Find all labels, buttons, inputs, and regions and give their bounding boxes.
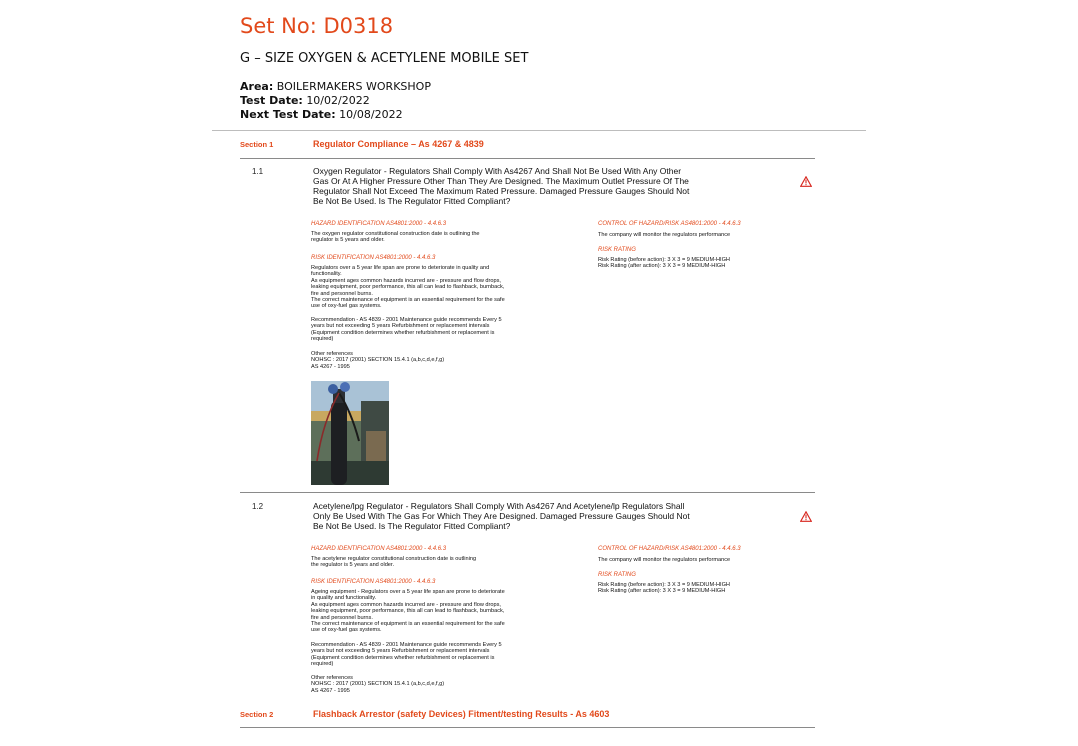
- item-1-1-other-references: Other references NOHSC : 2017 (2001) SECTION 15.4.1 (a,b,c,d,e,f,g) AS 4267 - 1995: [311, 351, 445, 370]
- item-1-1-recommendation: Recommendation - AS 4839 - 2001 Maintenance guide recommends Every 5 years but not exceeding 5 years Refurbishment or replacement intervals (Equipment condition determines whether refurbishment or replacement is required): [311, 317, 502, 343]
- item-1-1-question: Oxygen Regulator - Regulators Shall Comply With As4267 And Shall Not Be Used With Any Other Gas Or At A Higher Pressure Other Than They Are Designed. The Maximum Outlet Pressure Of The Regulator Shall Not Exceed The Maximum Rated Pressure. Damaged Pressure Gauges Should Not Be Not Be Used. Is The Regulator Fitted Compliant?: [313, 166, 690, 206]
- header-divider: [212, 130, 866, 131]
- section-1-title: Regulator Compliance – As 4267 & 4839: [313, 139, 484, 149]
- item-1-2-question: Acetylene/lpg Regulator - Regulators Shall Comply With As4267 And Acetylene/lp Regulators Shall Only Be Used With The Gas For Which They Are Designed. Damaged Pressure Gauges Should Not Be Not Be Used. Is The Regulator Fitted Compliant?: [313, 501, 690, 531]
- document-subtitle: G – SIZE OXYGEN & ACETYLENE MOBILE SET: [240, 51, 529, 66]
- area-line: [240, 80, 431, 93]
- item-1-1-divider: [240, 492, 815, 493]
- next-test-date-line: [240, 108, 403, 121]
- test-date-label: Test Date:: [240, 94, 303, 107]
- item-1-2-hazard-text: The acetylene regulator constitutional construction date is outlining the regulator is 5 years and older.: [311, 556, 477, 569]
- item-1-2-number: 1.2: [252, 502, 264, 511]
- next-test-date-label: Next Test Date:: [240, 108, 336, 121]
- section-2-divider: [240, 727, 815, 728]
- set-number-title: Set No: D0318: [240, 14, 394, 38]
- section-1-divider: [240, 158, 815, 159]
- next-test-date-value: 10/08/2022: [339, 108, 403, 121]
- item-1-2-other-references: Other references NOHSC : 2017 (2001) SECTION 15.4.1 (a,b,c,d,e,f,g) AS 4267 - 1995: [311, 675, 445, 694]
- item-1-2-rating-heading: RISK RATING: [598, 572, 636, 578]
- item-1-1-hazard-heading: HAZARD IDENTIFICATION AS4801:2000 - 4.4.6.3: [311, 221, 447, 227]
- item-1-1-number: 1.1: [252, 167, 264, 176]
- regulator-photo: [311, 381, 389, 485]
- section-2-title: Flashback Arrestor (safety Devices) Fitment/testing Results - As 4603: [313, 709, 610, 719]
- item-1-1-risk-heading: RISK IDENTIFICATION AS4801:2000 - 4.4.6.3: [311, 255, 436, 261]
- section-2-number: Section 2: [240, 710, 274, 719]
- area-value: BOILERMAKERS WORKSHOP: [276, 80, 431, 93]
- warning-icon: [800, 509, 812, 527]
- item-1-2-recommendation: Recommendation - AS 4839 - 2001 Maintenance guide recommends Every 5 years but not exceeding 5 years Refurbishment or replacement intervals (Equipment condition determines whether refurbishment or replacement is required): [311, 642, 502, 668]
- item-1-1-risk-text: Regulators over a 5 year life span are prone to deteriorate in quality and functionality. As equipment ages common hazards incurred are - pressure and flow drops, leaking equipment, poor performance, this all can lead to flashback, burnback, fire and personnel burns. The correct maintenance of equipment is an essential requirement for the safe use of oxy-fuel gas systems.: [311, 265, 505, 310]
- test-date-value: 10/02/2022: [306, 94, 370, 107]
- item-1-2-control-text: The company will monitor the regulators performance: [598, 557, 731, 563]
- item-1-1-rating-heading: RISK RATING: [598, 247, 636, 253]
- area-label: Area:: [240, 80, 274, 93]
- item-1-2-risk-text: Ageing equipment - Regulators over a 5 year life span are prone to deteriorate in quality and functionality. As equipment ages common hazards incurred are - pressure and flow drops, leaking equipment, poor performance, this all can lead to flashback, burnback, fire and personnel burns. The correct maintenance of equipment is an essential requirement for the safe use of oxy-fuel gas systems.: [311, 589, 505, 634]
- warning-icon: [800, 174, 812, 192]
- item-1-2-risk-heading: RISK IDENTIFICATION AS4801:2000 - 4.4.6.3: [311, 579, 436, 585]
- item-1-2-rating-text: Risk Rating (before action): 3 X 3 = 9 MEDIUM-HIGH Risk Rating (after action): 3 X 3 = 9 MEDIUM-HIGH: [598, 582, 730, 595]
- item-1-1-control-heading: CONTROL OF HAZARD/RISK AS4801:2000 - 4.4.6.3: [598, 221, 741, 227]
- section-1-number: Section 1: [240, 140, 274, 149]
- item-1-2-control-heading: CONTROL OF HAZARD/RISK AS4801:2000 - 4.4.6.3: [598, 546, 741, 552]
- test-date-line: [240, 94, 370, 107]
- item-1-1-hazard-text: The oxygen regulator constitutional construction date is outlining the regulator is 5 years and older.: [311, 231, 480, 244]
- item-1-1-control-text: The company will monitor the regulators performance: [598, 232, 731, 238]
- item-1-2-hazard-heading: HAZARD IDENTIFICATION AS4801:2000 - 4.4.6.3: [311, 546, 447, 552]
- item-1-1-rating-text: Risk Rating (before action): 3 X 3 = 9 MEDIUM-HIGH Risk Rating (after action): 3 X 3 = 9 MEDIUM-HIGH: [598, 257, 730, 270]
